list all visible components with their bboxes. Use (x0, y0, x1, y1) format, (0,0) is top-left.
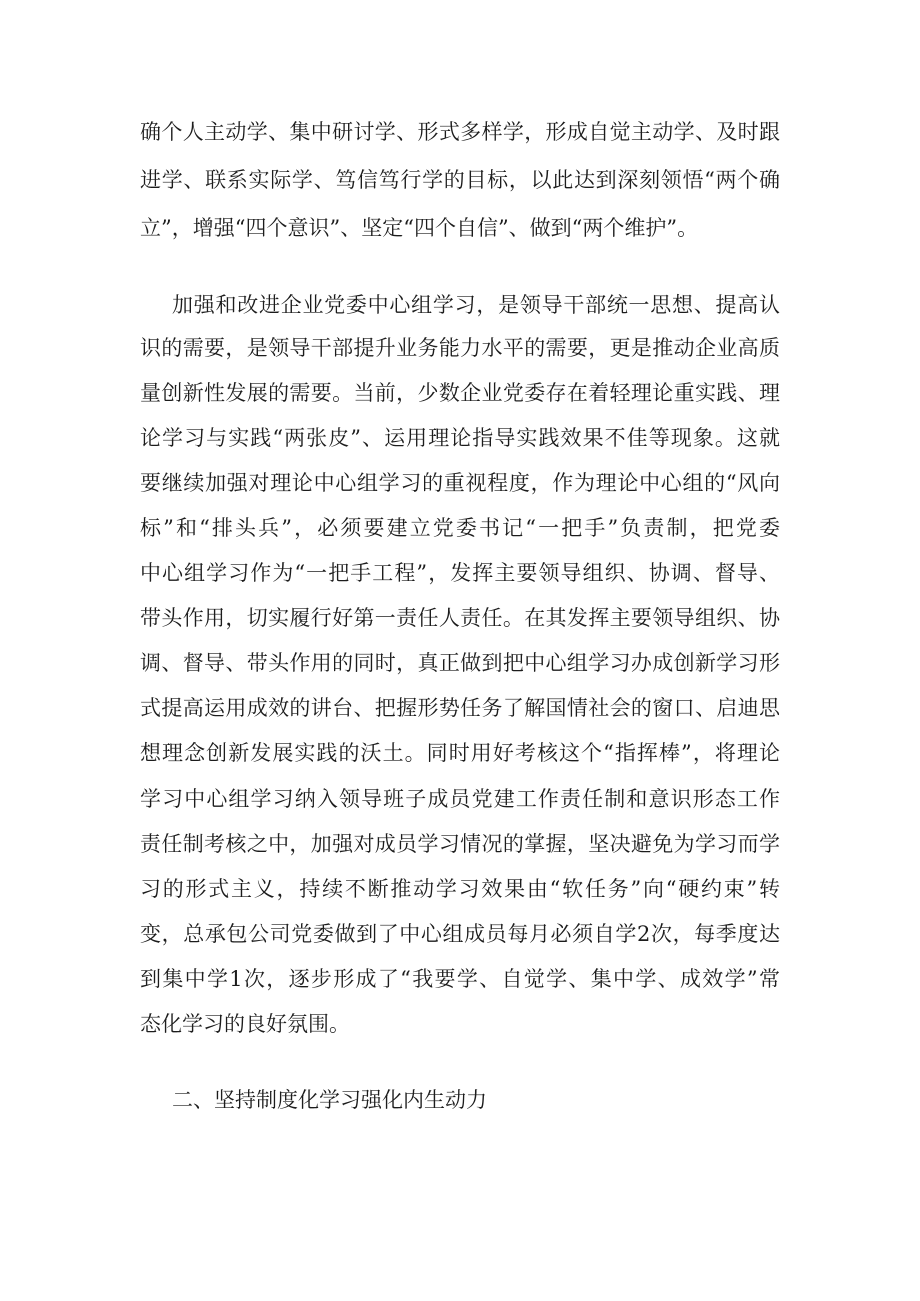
paragraph-line: 态化学习的良好氛围。 (140, 1012, 350, 1036)
paragraph-line: 量创新性发展的需要。当前，少数企业党委存在着轻理论重实践、理 (140, 381, 780, 405)
paragraph-line: 变，总承包公司党委做到了中心组成员每月必须自学2次，每季度达 (140, 922, 780, 946)
paragraph-line: 立”，增强“四个意识”、坚定“四个自信”、做到“两个维护”。 (140, 216, 699, 240)
section-heading: 二、坚持制度化学习强化内生动力 (172, 1088, 487, 1112)
paragraph-line: 习的形式主义，持续不断推动学习效果由“软任务”向“硬约束”转 (140, 877, 780, 901)
paragraph-line: 想理念创新发展实践的沃土。同时用好考核这个“指挥棒”，将理论 (140, 741, 780, 765)
paragraph-line: 到集中学1次，逐步形成了“我要学、自觉学、集中学、成效学”常 (140, 967, 780, 991)
paragraph-line: 学习中心组学习纳入领导班子成员党建工作责任制和意识形态工作 (140, 787, 780, 811)
paragraph-line: 论学习与实践“两张皮”、运用理论指导实践效果不佳等现象。这就 (140, 426, 780, 450)
paragraph-line: 带头作用，切实履行好第一责任人责任。在其发挥主要领导组织、协 (140, 606, 780, 630)
paragraph-line: 要继续加强对理论中心组学习的重视程度，作为理论中心组的“风向 (140, 471, 780, 495)
paragraph-line: 责任制考核之中，加强对成员学习情况的掌握，坚决避免为学习而学 (140, 832, 780, 856)
paragraph-line: 进学、联系实际学、笃信笃行学的目标，以此达到深刻领悟“两个确 (140, 168, 780, 192)
paragraph-line: 识的需要，是领导干部提升业务能力水平的需要，更是推动企业高质 (140, 336, 780, 360)
paragraph-line: 加强和改进企业党委中心组学习，是领导干部统一思想、提高认 (172, 293, 780, 317)
paragraph-line: 中心组学习作为“一把手工程”，发挥主要领导组织、协调、督导、 (140, 561, 780, 585)
paragraph-line: 标”和“排头兵”，必须要建立党委书记“一把手”负责制，把党委 (140, 516, 780, 540)
paragraph-line: 式提高运用成效的讲台、把握形势任务了解国情社会的窗口、启迪思 (140, 696, 780, 720)
paragraph-line: 确个人主动学、集中研讨学、形式多样学，形成自觉主动学、及时跟 (140, 120, 780, 144)
paragraph-line: 调、督导、带头作用的同时，真正做到把中心组学习办成创新学习形 (140, 651, 780, 675)
